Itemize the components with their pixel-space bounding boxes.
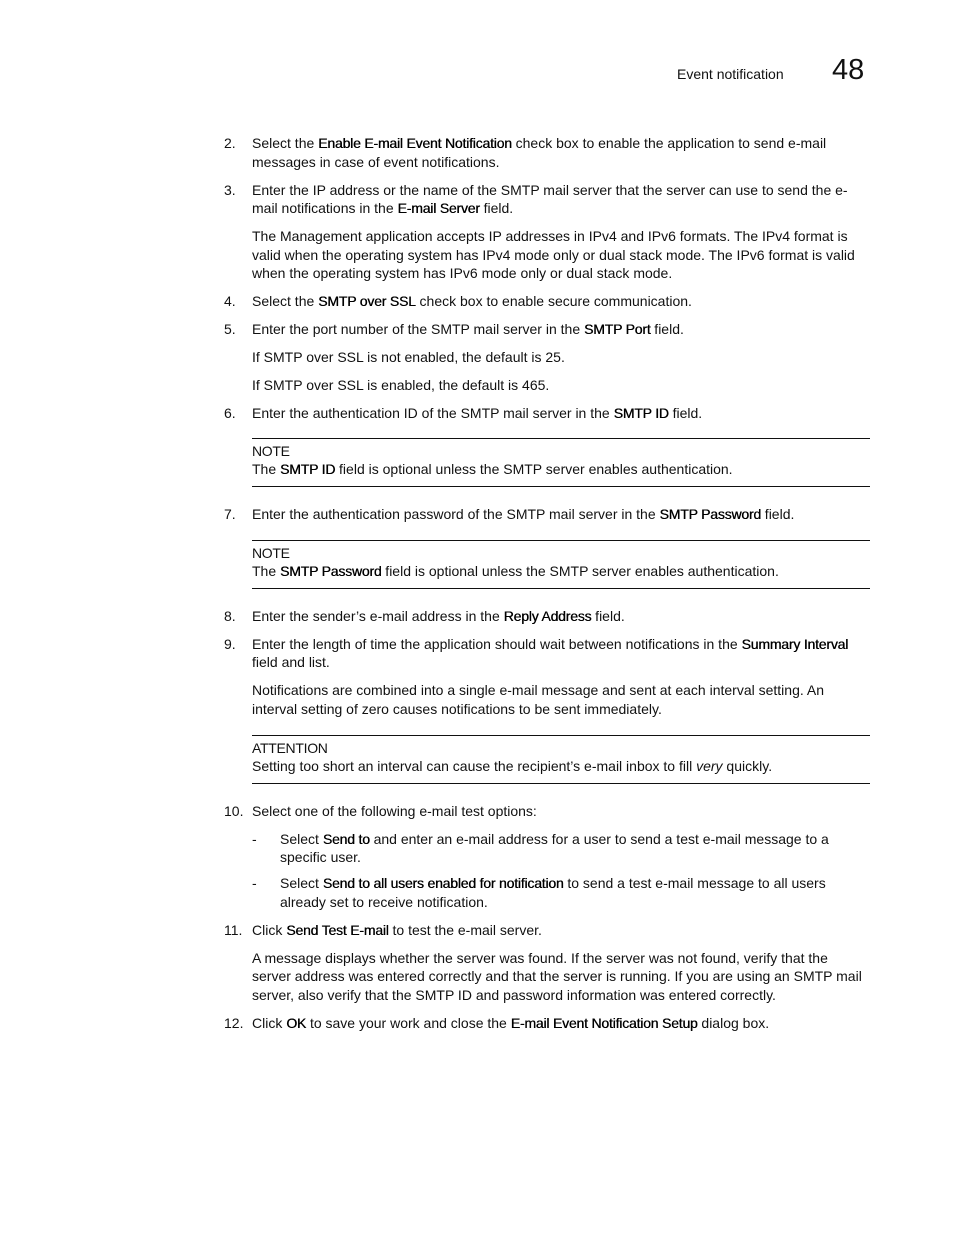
step-text: Enter the IP address or the name of the SMTP mail server that the server can use to send the e-mail notifications in the [252, 181, 848, 217]
step-number: 11. [224, 921, 243, 938]
step-8 [224, 607, 870, 626]
note-text-part: The [252, 461, 281, 478]
ui-term: E-mail Server [397, 200, 480, 217]
note-title: NOTE [252, 442, 290, 459]
attention-text-part: quickly. [722, 758, 773, 775]
ui-term: SMTP ID [613, 405, 669, 422]
step-text: Select the [252, 293, 319, 310]
note-box [252, 540, 870, 589]
bullet-dash: - [252, 874, 257, 891]
step-text: Select one of the following e-mail test options: [252, 802, 537, 819]
ui-term: Enable E-mail Event Notification [318, 135, 512, 151]
attention-text-part: Setting too short an interval can cause the recipient’s e-mail inbox to fill [252, 758, 697, 775]
step-text: field. [479, 200, 514, 217]
step-number: 10. [224, 802, 244, 819]
step-text: to save your work and close the [306, 1014, 511, 1031]
step-5 [224, 320, 870, 339]
note-text-part: field is optional unless the SMTP server enables authentication. [381, 563, 779, 580]
step-3-detail: The Management application accepts IP addresses in IPv4 and IPv6 formats. The IPv4 format is valid when the operating system has IPv4 mode only or dual stack mode. The IPv6 format is valid when the operating system has IPv6 mode only or dual stack mode. [252, 228, 855, 282]
sub-option-send-to [224, 830, 870, 867]
ui-term: OK [286, 1014, 307, 1031]
step-11 [224, 921, 870, 940]
step-text: Enter the authentication ID of the SMTP mail server in the [252, 405, 614, 422]
step-text: to test the e-mail server. [388, 921, 542, 938]
step-9-detail: Notifications are combined into a single e-mail message and sent at each interval setting. An interval setting of zero causes notifications to be sent immediately. [252, 682, 824, 717]
ui-term: SMTP ID [280, 461, 336, 478]
chapter-number: 48 [832, 54, 865, 86]
step-text: field. [591, 607, 625, 624]
step-text: Click [252, 921, 287, 938]
ui-term: Send to all users enabled for notification [322, 874, 564, 891]
attention-box [252, 735, 870, 784]
step-number: 3. [224, 181, 236, 198]
step-4 [224, 292, 870, 311]
ui-term: Summary Interval [741, 635, 849, 652]
step-text: Enter the length of time the application should wait between notifications in the [252, 635, 742, 652]
step-number: 8. [224, 607, 236, 624]
step-text: Click [252, 1014, 287, 1031]
ui-term: Send to [322, 830, 370, 847]
step-9 [224, 635, 870, 672]
step-text: check box to enable the application to send e-mail messages in case of event notifications. [252, 135, 827, 170]
note-box [252, 438, 870, 487]
step-text: field. [650, 321, 684, 338]
step-text: field. [668, 405, 703, 422]
step-number: 12. [224, 1014, 244, 1031]
note-title: NOTE [252, 544, 290, 561]
step-10 [224, 802, 870, 821]
step-text: Enter the port number of the SMTP mail server in the [252, 321, 585, 338]
sub-text: Select [280, 874, 323, 891]
step-number: 6. [224, 405, 236, 422]
running-header-section: Event notification [677, 66, 784, 82]
step-text: dialog box. [697, 1014, 770, 1031]
step-text: Select the [252, 135, 319, 151]
step-number: 4. [224, 293, 236, 310]
step-2 [224, 134, 870, 171]
note-text [252, 460, 870, 479]
attention-text [252, 757, 870, 776]
sub-text: to send a test e-mail message to all users already set to receive notification. [280, 874, 826, 910]
step-text: check box to enable secure communication. [415, 293, 692, 310]
step-text: field and list. [252, 654, 330, 671]
step-text: field. [760, 506, 795, 523]
step-number: 2. [224, 135, 236, 151]
step-text: Enter the authentication password of the SMTP mail server in the [252, 506, 660, 523]
step-5-detail-b: If SMTP over SSL is enabled, the default is 465. [252, 377, 550, 394]
page-content [224, 134, 870, 1042]
attention-title: ATTENTION [252, 739, 328, 756]
note-text [252, 562, 870, 581]
step-number: 9. [224, 635, 236, 652]
step-11-detail: A message displays whether the server was found. If the server was not found, verify that the server address was entered correctly and that the server is running. If you are using an SMTP mail server, also verify that the SMTP ID and password information was entered correctly. [252, 949, 862, 1003]
step-12 [224, 1014, 870, 1033]
ui-term: Send Test E-mail [286, 921, 389, 938]
ui-term: SMTP Password [659, 506, 761, 523]
step-number: 7. [224, 506, 236, 523]
note-text-part: The [252, 563, 281, 580]
emphasis: very [696, 758, 723, 775]
step-5-detail-a: If SMTP over SSL is not enabled, the default is 25. [252, 349, 565, 366]
ui-term: SMTP Port [584, 321, 651, 338]
sub-text: Select [280, 830, 323, 847]
ui-term: SMTP Password [280, 563, 382, 580]
ui-term: SMTP over SSL [318, 293, 416, 310]
bullet-dash: - [252, 830, 257, 847]
ui-term: Reply Address [503, 607, 592, 624]
step-text: Enter the sender’s e-mail address in the [252, 607, 504, 624]
sub-text: and enter an e-mail address for a user to send a test e-mail message to a specific user. [280, 830, 829, 866]
note-text-part: field is optional unless the SMTP server enables authentication. [335, 461, 733, 478]
step-7 [224, 505, 870, 524]
step-6 [224, 404, 870, 423]
step-number: 5. [224, 321, 236, 338]
step-3 [224, 181, 870, 218]
ui-term: E-mail Event Notification Setup [510, 1014, 698, 1031]
sub-option-send-to-all [224, 874, 870, 911]
